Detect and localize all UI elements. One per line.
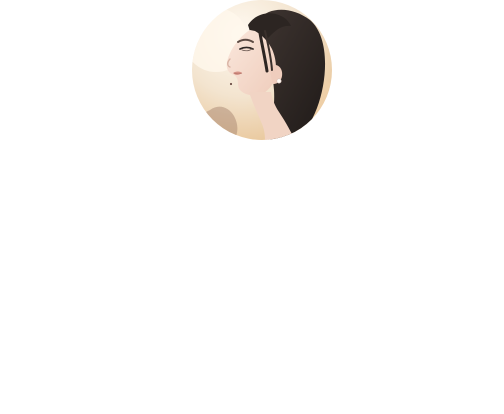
avatar[interactable]: [192, 0, 332, 140]
user-photo-icon: [192, 0, 332, 140]
